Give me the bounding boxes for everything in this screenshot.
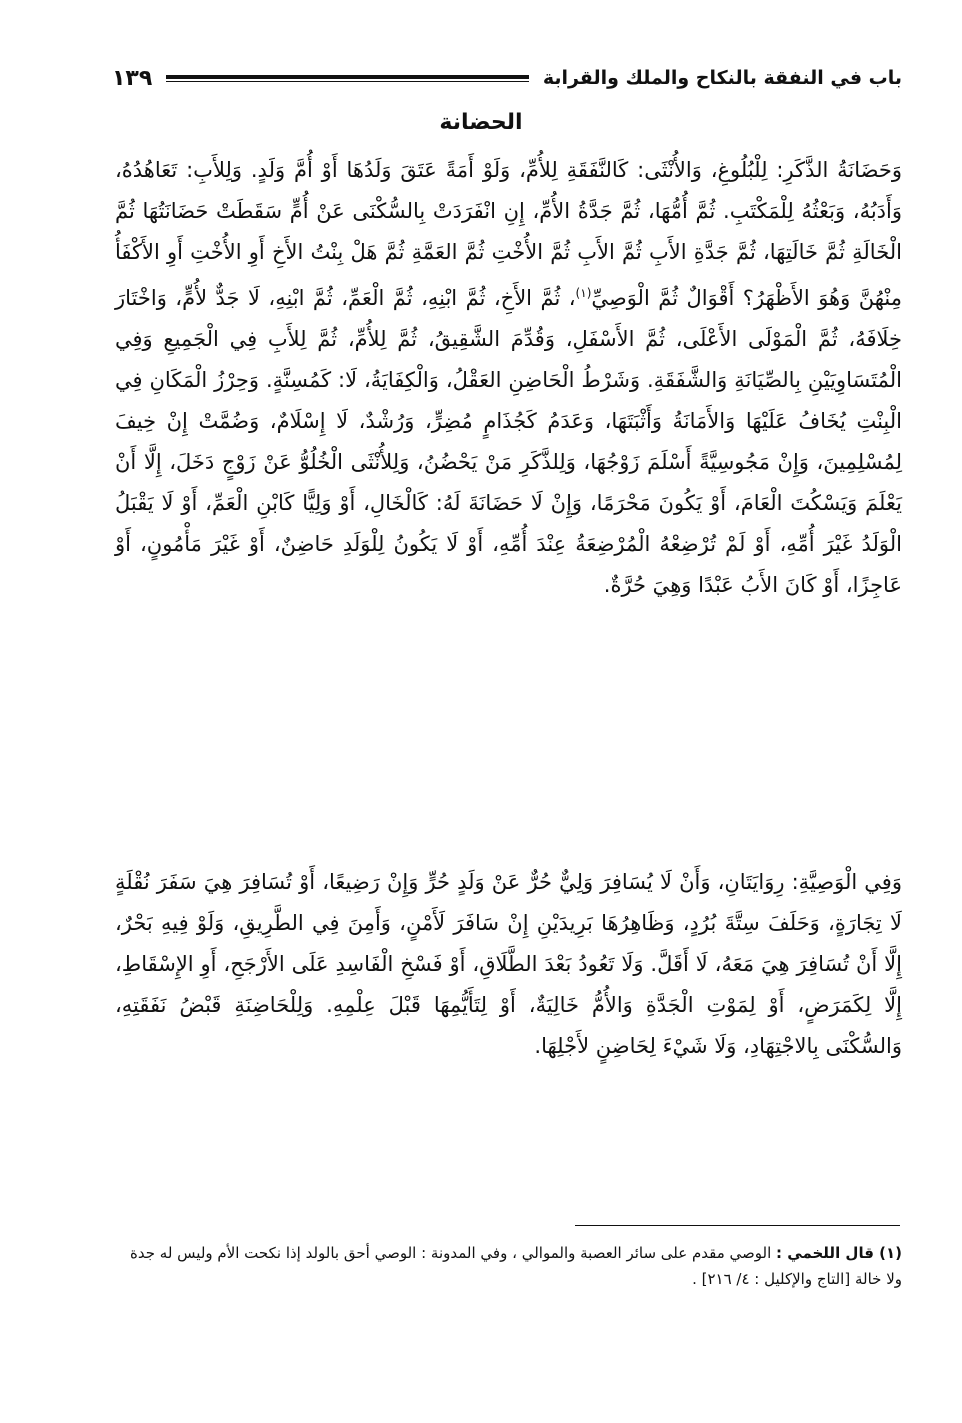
paragraph-custody [115,150,902,606]
section-heading: الحضانة [439,110,523,135]
footnote [115,1240,902,1292]
paragraph-guardian-travel: وَفِي الْوَصِيَّةِ: رِوَايَتَانِ، وَأَنْ لَا يُسَافِرَ وَلِيٌّ حُرٌّ عَنْ وَلَدٍ حُرٍّ وَإِنْ رَضِيعًا، أَوْ تُسَافِرَ هِيَ سَفَرَ نُقْلَةٍ لَا تِجَارَةٍ، وَحَلَفَ سِتَّةَ بُرُدٍ، وَظَاهِرُهَا بَرِيدَيْنِ إِنْ سَافَرَ لَأَمْنٍ، وَأَمِنَ فِي الطَّرِيقِ، وَلَوْ فِيهِ بَحْرٌ، إِلَّا أَنْ تُسَافِرَ هِيَ مَعَهُ، لَا أَقَلَّ. وَلَا تَعُودُ بَعْدَ الطَّلَاقِ، أَوْ فَسْخِ الْفَاسِدِ عَلَى الأَرْجَحِ، أَوِ الإِسْقَاطِ، إِلَّا لِكَمَرَضٍ، أَوْ لِمَوْتِ الْجَدَّةِ وَالأُمُّ خَالِيَةٌ، أَوْ لِتَأَيُّمِهَا قَبْلَ عِلْمِهِ. وَلِلْحَاضِنَةِ قَبْضُ نَفَقَتِهِ، وَالسُّكْنَى بِالاجْتِهَادِ، وَلَا شَيْءَ لِحَاضِنٍ لأَجْلِهَا. [115,870,902,1058]
footnote-lead: (١) قال اللخمي : [776,1244,902,1262]
paragraph-text: وَحَضَانَةُ الذَّكَرِ: لِلْبُلُوغِ، وَالأُنْثَى: كَالنَّفَقَةِ لِلأُمِّ، وَلَوْ أَمَةً عَتَقَ وَلَدُهَا أَوْ أُمَّ وَلَدٍ. وَلِلأَبِ: تَعَاهُدُهُ، وَأَدَبُهُ، وَبَعْثُهُ لِلْمَكْتَبِ. ثُمَّ أُمُّهَا، ثُمَّ جَدَّةُ الأُمِّ، إِنِ انْفَرَدَتْ بِالسُّكْنَى عَنْ أُمٍّ سَقَطَتْ حَضَانَتُهَا ثُمَّ الْخَالَةِ ثُمَّ خَالَتِهَا، ثُمَّ جَدَّةِ الأَبِ ثُمَّ الأَبِ ثُمَّ الأُخْتِ ثُمَّ العَمَّةِ ثُمَّ هَلْ بِنْتُ الأَخِ أَوِ الأُخْتِ أَوِ الأَكْفَأُ مِنْهُنَّ وَهُوَ الأَظْهَرُ؟ أَقْوَالٌ ثُمَّ الْوَصِيِّ [115,158,902,310]
paragraph-text-continued: ، ثُمَّ الأَخِ، ثُمَّ ابْنِهِ، ثُمَّ الْعَمِّ، ثُمَّ ابْنِهِ، لَا جَدٌّ لأُمٍّ، وَاخْتَارَ خِلَافَهُ، ثُمَّ الْمَوْلَى الأَعْلَى، ثُمَّ الأَسْفَلِ، وَقُدِّمَ الشَّقِيقُ، ثُمَّ لِلأُمِّ، ثُمَّ لِلأَبِ فِي الْجَمِيعِ وَفِي الْمُتَسَاوِيَيْنِ بِالصِّيَانَةِ وَالشَّفَقَةِ. وَشَرْطُ الْحَاضِنِ العَقْلُ، وَالْكِفَايَةُ، لَا: كَمُسِنَّةٍ. وَحِرْزُ الْمَكَانِ فِي الْبِنْتِ يُخَافُ عَلَيْهَا وَالأَمَانَةُ وَأَثْبَتَهَا، وَعَدَمُ كَجُذَامٍ مُضِرٍّ، وَرُشْدٌ، لَا إِسْلَامٌ، وَضُمَّتْ إِنْ خِيفَ لِمُسْلِمِينَ، وَإِنْ مَجُوسِيَّةً أَسْلَمَ زَوْجُهَا، وَلِلذَّكَرِ مَنْ يَحْضُنُ، وَلِلأُنْثَى الْخُلُوُّ عَنْ زَوْجٍ دَخَلَ، إِلَّا أَنْ يَعْلَمَ وَيَسْكُتَ الْعَامَ، أَوْ يَكُونَ مَحْرَمًا، وَإِنْ لَا حَضَانَةَ لَهُ: كَالْخَالِ، أَوْ وَلِيًّا كَابْنِ الْعَمِّ، أَوْ لَا يَقْبَلُ الْوَلَدُ غَيْرَ أُمِّهِ، أَوْ لَمْ تُرْضِعْهُ الْمُرْضِعَةُ عِنْدَ أُمِّهِ، أَوْ لَا يَكُونُ لِلْوَلَدِ حَاضِنٌ، أَوْ غَيْرَ مَأْمُونٍ، أَوْ عَاجِزًا، أَوْ كَانَ الأَبُ عَبْدًا وَهِيَ حُرَّةٌ. [115,286,902,597]
page-number: ١٣٩ [112,65,153,91]
footnote-divider [575,1225,900,1226]
page-header [112,58,902,98]
running-title: باب في النفقة بالنكاح والملك والقرابة [542,67,902,89]
footnote-marker: (١) [575,286,592,300]
footnote-text: الوصي مقدم على سائر العصبة والموالي ، وفي المدونة : الوصي أحق بالولد إذا نكحت الأم وليس له جدة ولا خالة [التاج والإكليل : ٤/ ٢١٦] . [130,1244,902,1288]
header-rule [166,75,529,82]
